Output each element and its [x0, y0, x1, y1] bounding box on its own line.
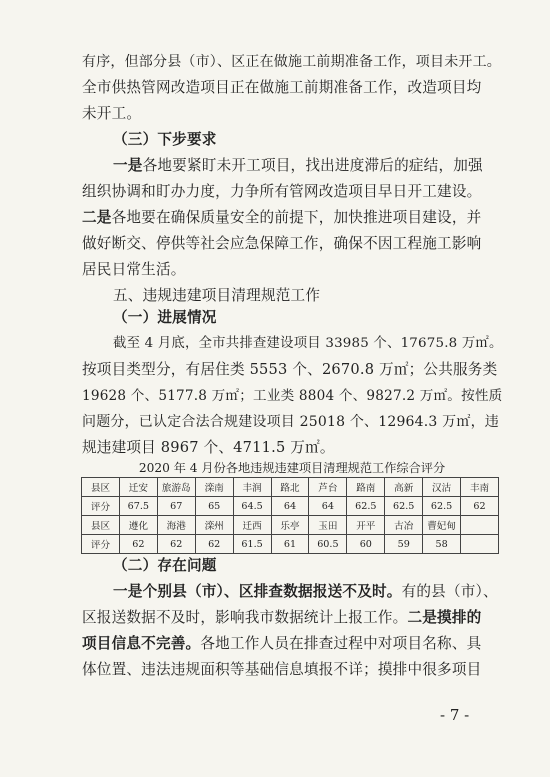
table-cell: 62 [157, 535, 195, 554]
table-cell: 64 [309, 497, 347, 516]
section-heading: 五、违规违建项目清理规范工作 [113, 287, 321, 304]
table-cell: 旅游岛 [157, 478, 195, 497]
page-number: - 7 - [440, 706, 470, 724]
paragraph-line: 19628 个、5177.8 万㎡；工业类 8804 个、9827.2 万㎡。按性质 [82, 388, 503, 404]
table-cell: 县区 [82, 516, 120, 535]
table-cell: 古冶 [385, 516, 423, 535]
table-cell: 丰南 [461, 478, 499, 497]
table-cell: 汉沽 [423, 478, 461, 497]
subheading-next-steps: （三）下步要求 [113, 131, 217, 148]
paragraph-line: 按项目类型分，有居住类 5553 个、2670.8 万㎡；公共服务类 [82, 361, 498, 378]
table-cell: 评分 [82, 535, 120, 554]
table-cell: 65 [195, 497, 233, 516]
paragraph-line: 居民日常生活。 [82, 261, 186, 278]
table-cell: 60.5 [309, 535, 347, 554]
emphasis-text: 二是 [82, 209, 112, 226]
subheading-progress: （一）进展情况 [113, 309, 217, 326]
table-cell: 62 [461, 497, 499, 516]
table-caption: 2020 年 4 月份各地违规违建项目清理规范工作综合评分 [138, 461, 446, 475]
paragraph-line [82, 608, 502, 628]
paragraph-text: 各地要紧盯未开工项目，找出进度滞后的症结，加强 [142, 157, 483, 174]
table-cell: 62.5 [423, 497, 461, 516]
paragraph-line [82, 634, 502, 654]
table-cell: 61.5 [233, 535, 271, 554]
table-cell: 滦南 [195, 478, 233, 497]
emphasis-text: 一是 [113, 157, 143, 174]
table-cell: 迁安 [119, 478, 157, 497]
table-cell: 高新 [385, 478, 423, 497]
table-cell: 路南 [347, 478, 385, 497]
paragraph-line: 有序，但部分县（市）、区正在做施工前期准备工作，项目未开工。 [82, 54, 501, 70]
table-row [82, 535, 499, 554]
paragraph-line [113, 156, 503, 176]
table-cell: 58 [423, 535, 461, 554]
table-row [82, 478, 499, 497]
table-cell: 玉田 [309, 516, 347, 535]
paragraph-text: 各地要在确保质量安全的前提下，加快推进项目建设，并 [111, 209, 482, 226]
table-cell: 62.5 [385, 497, 423, 516]
paragraph-line: 规违建项目 8967 个、4711.5 万㎡。 [82, 439, 335, 456]
table-cell: 开平 [347, 516, 385, 535]
paragraph-text: 区报送数据不及时，影响我市数据统计上报工作。 [82, 609, 408, 626]
table-cell: 62 [195, 535, 233, 554]
subheading-problems: （二）存在问题 [113, 557, 217, 574]
paragraph-line: 未开工。 [82, 105, 142, 122]
table-cell: 62 [119, 535, 157, 554]
emphasis-text: 一是个别县（市）、区排查数据报送不及时。 [113, 583, 402, 600]
table-cell: 遵化 [119, 516, 157, 535]
table-row [82, 516, 499, 535]
paragraph-line [82, 208, 502, 228]
table-cell: 60 [347, 535, 385, 554]
table-cell: 丰润 [233, 478, 271, 497]
table-cell: 67 [157, 497, 195, 516]
table-cell: 芦台 [309, 478, 347, 497]
table-cell: 64.5 [233, 497, 271, 516]
paragraph-text: 有的县（市）、 [401, 583, 498, 600]
emphasis-text: 项目信息不完善。 [82, 635, 201, 652]
emphasis-text: 二是摸排的 [407, 609, 482, 626]
table-cell: 曹妃甸 [423, 516, 461, 535]
paragraph-line: 截至 4 月底，全市共排查建设项目 33985 个、17675.8 万㎡。 [113, 336, 503, 351]
table-cell: 评分 [82, 497, 120, 516]
table-cell: 迁西 [233, 516, 271, 535]
table-cell [461, 516, 499, 535]
paragraph-line: 问题分，已认定合法合规建设项目 25018 个、12964.3 万㎡，违 [82, 414, 499, 430]
table-cell: 64 [271, 497, 309, 516]
paragraph-line [113, 582, 503, 602]
paragraph-line: 组织协调和盯办力度，力争所有管网改造项目早日开工建设。 [82, 183, 482, 200]
table-cell: 海港 [157, 516, 195, 535]
paragraph-text: 各地工作人员在排查过程中对项目名称、具 [200, 635, 482, 652]
table-cell: 62.5 [347, 497, 385, 516]
paragraph-line: 做好断交、停供等社会应急保障工作，确保不因工程施工影响 [82, 235, 482, 252]
table-cell: 67.5 [119, 497, 157, 516]
table-cell [461, 535, 499, 554]
paragraph-line: 体位置、违法违规面积等基础信息填报不详；摸排中很多项目 [82, 661, 482, 678]
paragraph-line: 全市供热管网改造项目正在做施工前期准备工作，改造项目均 [82, 79, 482, 96]
table-cell: 县区 [82, 478, 120, 497]
table-cell: 61 [271, 535, 309, 554]
table-cell: 滦州 [195, 516, 233, 535]
table-cell: 59 [385, 535, 423, 554]
table-row [82, 497, 499, 516]
score-table [81, 477, 499, 554]
table-cell: 路北 [271, 478, 309, 497]
table-cell: 乐亭 [271, 516, 309, 535]
